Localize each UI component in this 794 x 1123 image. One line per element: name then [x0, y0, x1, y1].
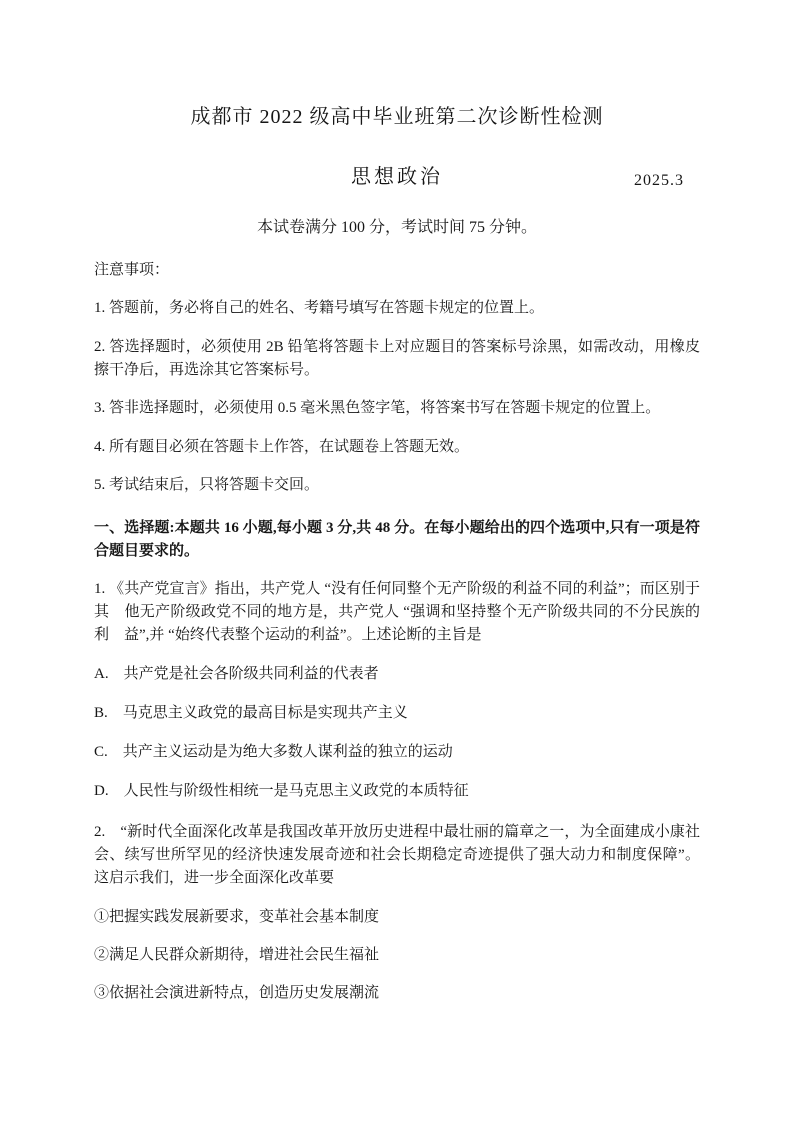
question-1-option-d	[94, 780, 700, 803]
question-2-stem: 2. “新时代全面深化改革是我国改革开放历史进程中最壮丽的篇章之一，为全面建成小康社会、续写世所罕见的经济快速发展奇迹和社会长期稳定奇迹提供了强大动力和制度保障”。这启示我们，进一步全面深化改革要	[94, 824, 700, 886]
notice-item-3: 3. 答非选择题时，必须使用 0.5 毫米黑色签字笔，将答案书写在答题卡规定的位置上。	[94, 400, 661, 416]
exam-info-line: 本试卷满分 100 分，考试时间 75 分钟。	[256, 219, 537, 236]
exam-date: 2025.3	[634, 172, 684, 189]
notice-item-1: 1. 答题前，务必将自己的姓名、考籍号填写在答题卡规定的位置上。	[94, 300, 545, 316]
question-1-option-a	[94, 663, 700, 686]
option-c-label: C.	[94, 744, 108, 760]
option-a-text: 共产党是社会各阶级共同利益的代表者	[123, 666, 379, 682]
question-2-statement-2: ②满足人民群众新期待，增进社会民生福祉	[94, 947, 380, 963]
notice-item-4: 4. 所有题目必须在答题卡上作答，在试题卷上答题无效。	[94, 439, 470, 455]
option-d-label: D.	[94, 783, 109, 799]
notice-heading: 注意事项：	[94, 262, 170, 278]
question-2-statement-1: ①把握实践发展新要求，变革社会基本制度	[94, 909, 380, 925]
notice-item-2: 2. 答选择题时，必须使用 2B 铅笔将答题卡上对应题目的答案标号涂黑，如需改动，用橡皮擦干净后，再选涂其它答案标号。	[94, 339, 700, 378]
option-c-text: 共产主义运动是为绝大多数人谋利益的独立的运动	[122, 744, 453, 760]
question-1-option-b	[94, 702, 700, 725]
option-b-text: 马克思主义政党的最高目标是实现共产主义	[122, 705, 408, 721]
question-2-statement-3: ③依据社会演进新特点，创造历史发展潮流	[94, 985, 380, 1001]
option-a-label: A.	[94, 666, 109, 682]
option-b-label: B.	[94, 705, 108, 721]
option-d-text: 人民性与阶级性相统一是马克思主义政党的本质特征	[123, 783, 469, 799]
question-1-stem: 1. 《共产党宣言》指出，共产党人 “没有任何同整个无产阶级的利益不同的利益”；而区别于其 他无产阶级政党不同的地方是，共产党人 “强调和坚持整个无产阶级共同的不分民族的利 益”,并 “始终代表整个运动的利益”。上述论断的主旨是	[94, 581, 700, 643]
exam-title: 成都市 2022 级高中毕业班第二次诊断性检测	[190, 106, 604, 128]
subject-row	[94, 166, 700, 190]
notice-item-5: 5. 考试结束后，只将答题卡交回。	[94, 477, 320, 493]
exam-subject: 思想政治	[351, 166, 443, 188]
question-1-option-c	[94, 741, 700, 764]
section-heading: 一、选择题:本题共 16 小题,每小题 3 分,共 48 分。在每小题给出的四个选项中,只有一项是符合题目要求的。	[94, 520, 700, 559]
